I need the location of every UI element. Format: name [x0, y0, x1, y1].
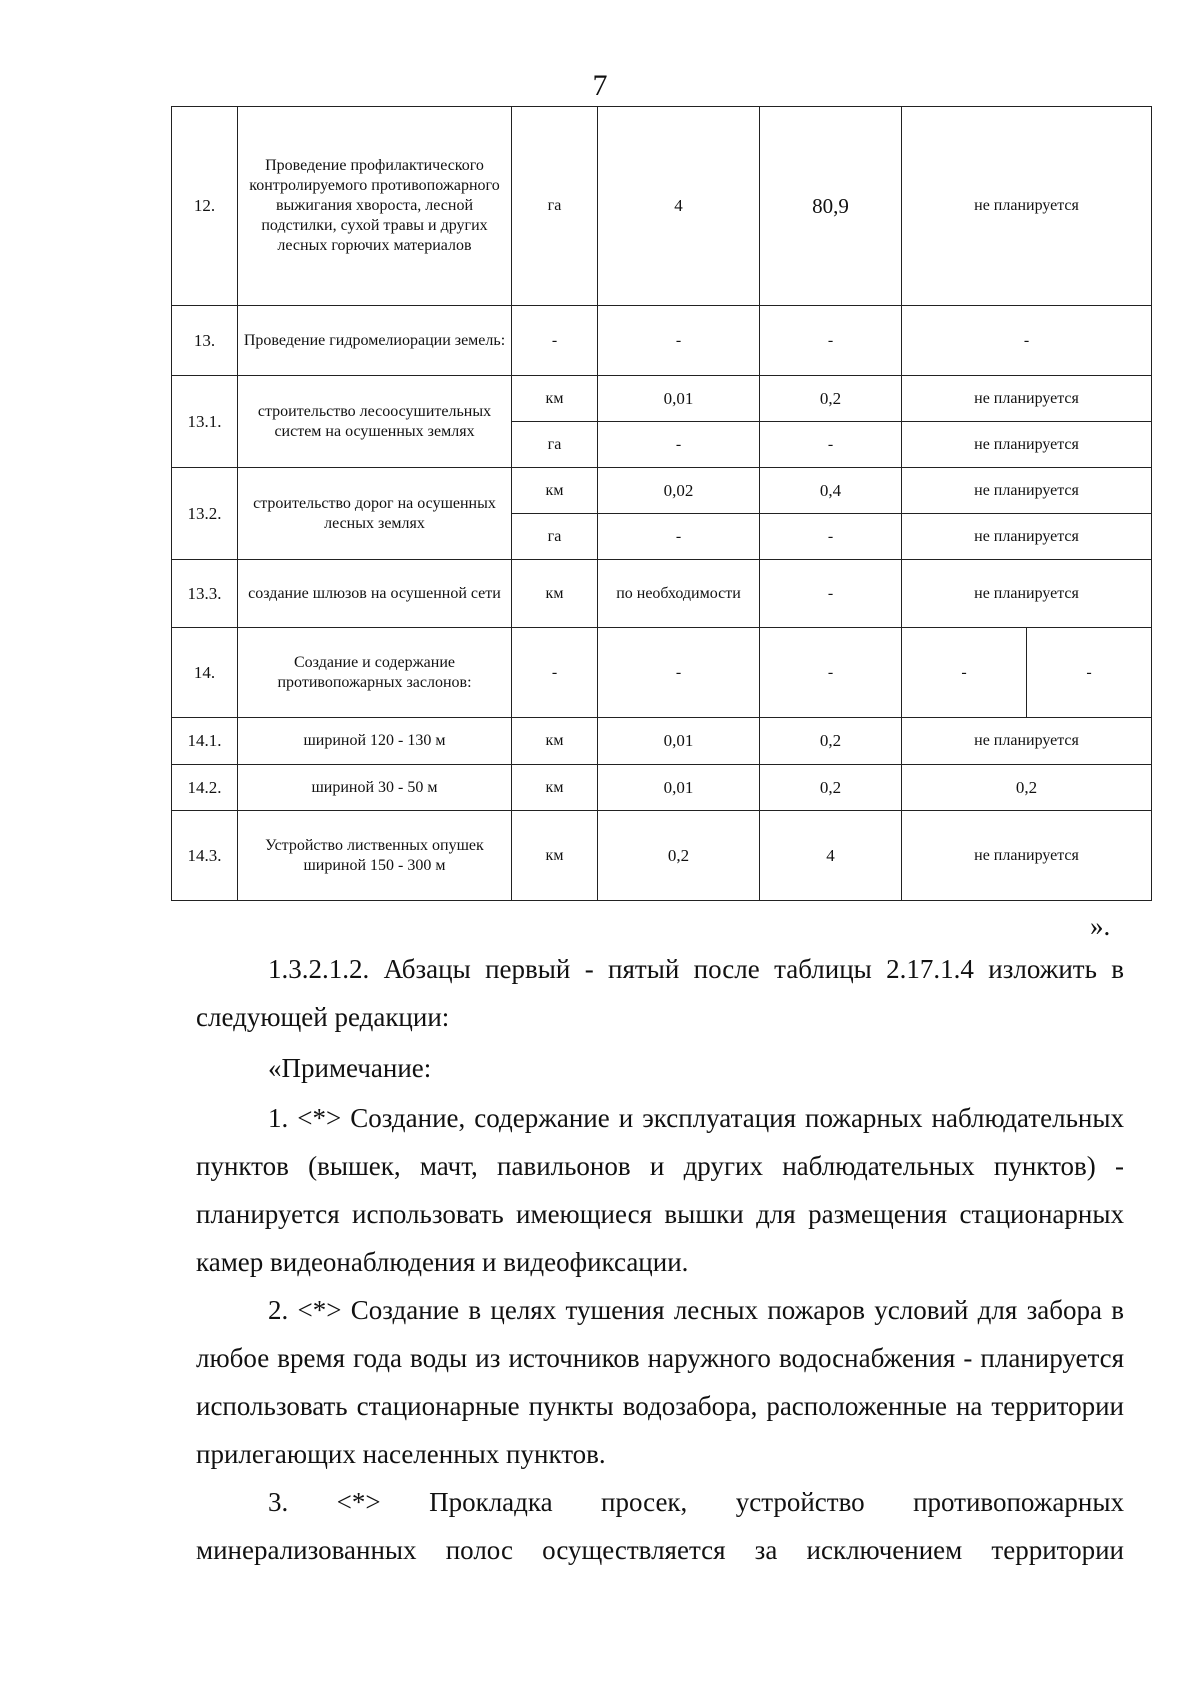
- row-unit: -: [512, 628, 598, 718]
- row-name: строительство лесоосушительных систем на осушенных землях: [238, 376, 512, 468]
- row-status-a: -: [902, 628, 1027, 718]
- row-unit: км: [512, 560, 598, 628]
- table-row: [172, 306, 1152, 376]
- paragraph-note-1: 1. <*> Создание, содержание и эксплуатация пожарных наблюдательных пунктов (вышек, мачт, павильонов и других наблюдательных пунктов) - планируется использовать имеющиеся вышки для размещения стационарных камер видеонаблюдения и видеофиксации.: [196, 1103, 1124, 1277]
- row-unit: км: [512, 468, 598, 514]
- row-value-2: 0,2: [760, 765, 902, 811]
- row-value-2: -: [760, 514, 902, 560]
- row-value-1: 0,01: [598, 376, 760, 422]
- row-value-1: 0,02: [598, 468, 760, 514]
- row-name: шириной 30 - 50 м: [238, 765, 512, 811]
- row-value-2: 4: [760, 811, 902, 901]
- table-row: [172, 765, 1152, 811]
- row-value-2: -: [760, 306, 902, 376]
- page-number: 7: [592, 69, 608, 102]
- table-row: [172, 718, 1152, 765]
- paragraph-note-heading: «Примечание:: [268, 1053, 432, 1083]
- row-value-1: -: [598, 628, 760, 718]
- row-number: 14.2.: [172, 765, 238, 811]
- row-value-1: 4: [598, 107, 760, 306]
- row-value-2: -: [760, 628, 902, 718]
- row-unit: -: [512, 306, 598, 376]
- row-value-1: 0,01: [598, 765, 760, 811]
- row-value-2: -: [760, 560, 902, 628]
- paragraph-note-3: 3. <*> Прокладка просек, устройство противопожарных минерализованных полос осуществляется за исключением территории: [196, 1487, 1124, 1565]
- paragraph-line: 1.3.2.1.2. Абзацы первый - пятый после таблицы 2.17.1.4 изложить в: [268, 954, 1124, 984]
- table-row: [172, 811, 1152, 901]
- row-name: Проведение гидромелиорации земель:: [238, 306, 512, 376]
- row-status: не планируется: [902, 422, 1152, 468]
- row-status: не планируется: [902, 514, 1152, 560]
- row-unit: км: [512, 718, 598, 765]
- row-value-1: -: [598, 514, 760, 560]
- row-number: 13.2.: [172, 468, 238, 560]
- row-name: Создание и содержание противопожарных заслонов:: [238, 628, 512, 718]
- row-name: Устройство лиственных опушек шириной 150 - 300 м: [238, 811, 512, 901]
- table-row: [172, 468, 1152, 514]
- table-row: [172, 107, 1152, 306]
- row-number: 14.3.: [172, 811, 238, 901]
- row-status: не планируется: [902, 811, 1152, 901]
- row-number: 13.1.: [172, 376, 238, 468]
- row-name: строительство дорог на осушенных лесных землях: [238, 468, 512, 560]
- row-value-2: 0,4: [760, 468, 902, 514]
- row-status: не планируется: [902, 107, 1152, 306]
- row-value-2: 80,9: [760, 107, 902, 306]
- row-status: не планируется: [902, 718, 1152, 765]
- row-value-1: 0,2: [598, 811, 760, 901]
- row-status: -: [902, 306, 1152, 376]
- row-name: шириной 120 - 130 м: [238, 718, 512, 765]
- closing-quote: ».: [1090, 911, 1111, 941]
- row-status: не планируется: [902, 560, 1152, 628]
- table-row: [172, 560, 1152, 628]
- row-unit: км: [512, 765, 598, 811]
- row-value-1: -: [598, 306, 760, 376]
- row-status: не планируется: [902, 468, 1152, 514]
- row-value-2: -: [760, 422, 902, 468]
- row-value-1: 0,01: [598, 718, 760, 765]
- row-value-1: -: [598, 422, 760, 468]
- row-number: 13.3.: [172, 560, 238, 628]
- row-unit: км: [512, 811, 598, 901]
- row-status: не планируется: [902, 376, 1152, 422]
- row-unit: га: [512, 107, 598, 306]
- paragraph-amendment: [196, 945, 1124, 1041]
- row-status: 0,2: [902, 765, 1152, 811]
- table-row: [172, 628, 1152, 718]
- row-status-b: -: [1027, 628, 1152, 718]
- row-number: 13.: [172, 306, 238, 376]
- row-number: 12.: [172, 107, 238, 306]
- row-number: 14.: [172, 628, 238, 718]
- row-name: создание шлюзов на осушенной сети: [238, 560, 512, 628]
- row-value-2: 0,2: [760, 718, 902, 765]
- row-value-1: по необходимости: [598, 560, 760, 628]
- row-name: Проведение профилактического контролируемого противопожарного выжигания хвороста, лесной подстилки, сухой травы и других лесных горючих материалов: [238, 107, 512, 306]
- row-number: 14.1.: [172, 718, 238, 765]
- row-unit: км: [512, 376, 598, 422]
- paragraph-note-2: 2. <*> Создание в целях тушения лесных пожаров условий для забора в любое время года воды из источников наружного водоснабжения - планируется использовать стационарные пункты водозабора, расположенные на территории прилегающих населенных пунктов.: [196, 1295, 1124, 1469]
- row-unit: га: [512, 422, 598, 468]
- table-row: [172, 376, 1152, 422]
- row-value-2: 0,2: [760, 376, 902, 422]
- paragraph-line: следующей редакции:: [196, 1002, 450, 1032]
- row-unit: га: [512, 514, 598, 560]
- measures-table: [171, 106, 1152, 901]
